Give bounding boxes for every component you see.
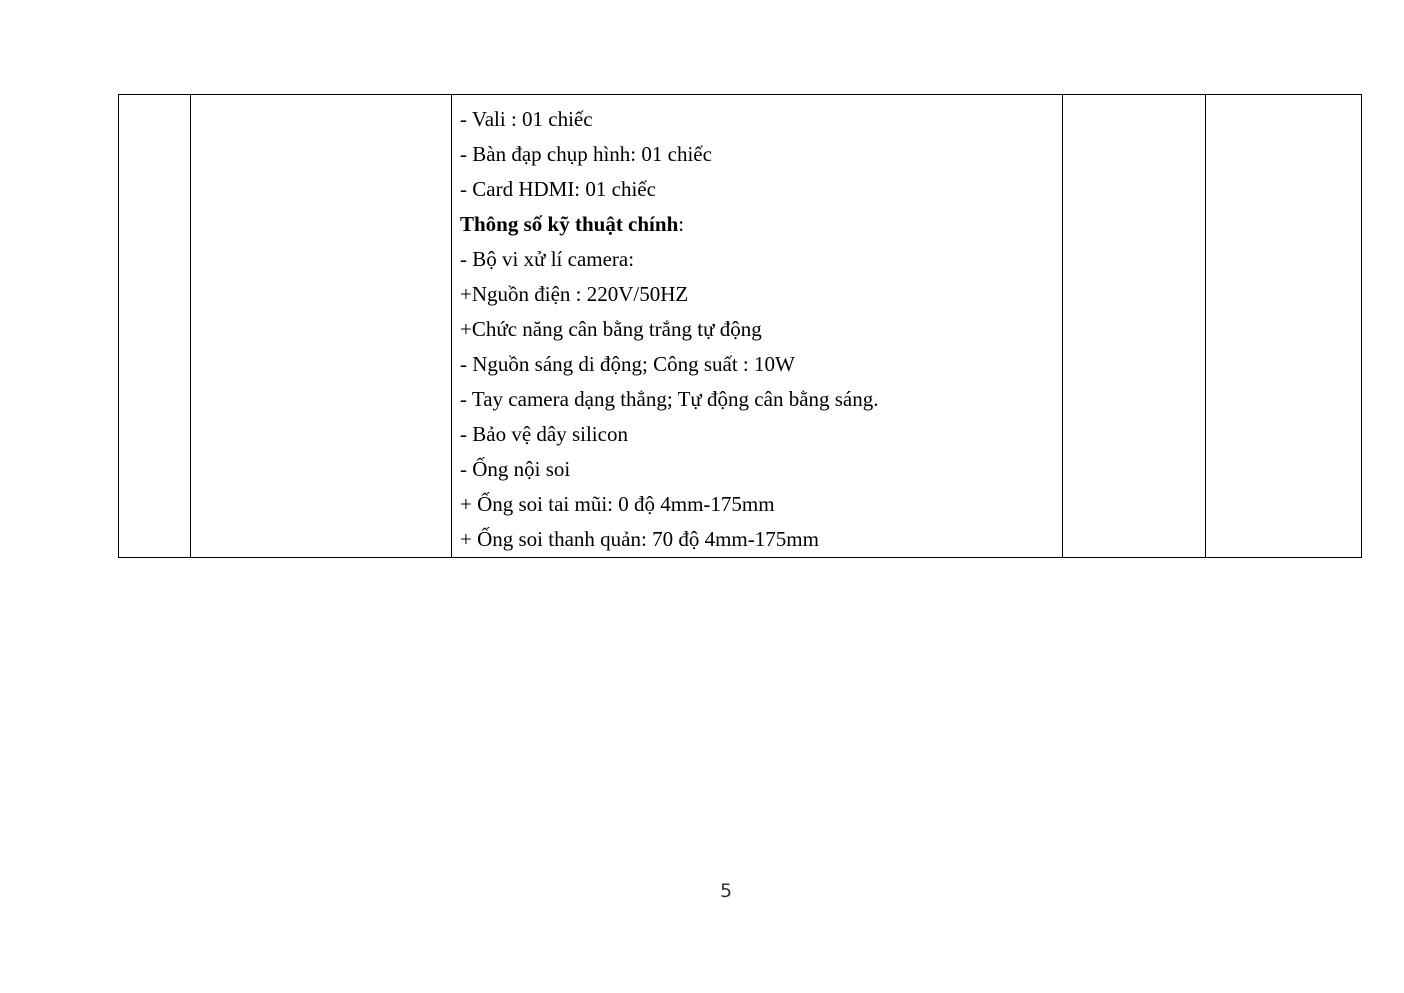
description-line: - Ống nội soi [460,457,571,481]
description-line: - Card HDMI: 01 chiếc [460,177,656,201]
table-cell-unit [1063,95,1206,558]
description-line: + Ống soi tai mũi: 0 độ 4mm-175mm [460,492,775,516]
page-number: 5 [719,880,733,902]
description-line: - Bộ vi xử lí camera: [460,247,635,271]
description-line: + Ống soi thanh quản: 70 độ 4mm-175mm [460,527,819,551]
table-cell-quantity [1206,95,1362,558]
description-line: - Tay camera dạng thẳng; Tự động cân bằng sáng. [460,387,879,411]
description-line: - Nguồn sáng di động; Công suất : 10W [460,352,795,376]
description-line: +Nguồn điện : 220V/50HZ [460,282,689,306]
description-line: - Vali : 01 chiếc [460,107,593,131]
description-line: +Chức năng cân bằng trắng tự động [460,317,762,341]
table-cell-name [191,95,452,558]
description-line: - Bàn đạp chụp hình: 01 chiếc [460,142,712,166]
spec-table [118,94,1362,558]
table-cell-description [452,95,1063,558]
description-line: - Bảo vệ dây silicon [460,422,628,446]
table-cell-index [119,95,191,558]
table-row [119,95,1362,558]
description-heading [460,207,1062,242]
description-heading-bold: Thông số kỹ thuật chính [460,212,679,236]
description-heading-colon: : [678,212,685,236]
